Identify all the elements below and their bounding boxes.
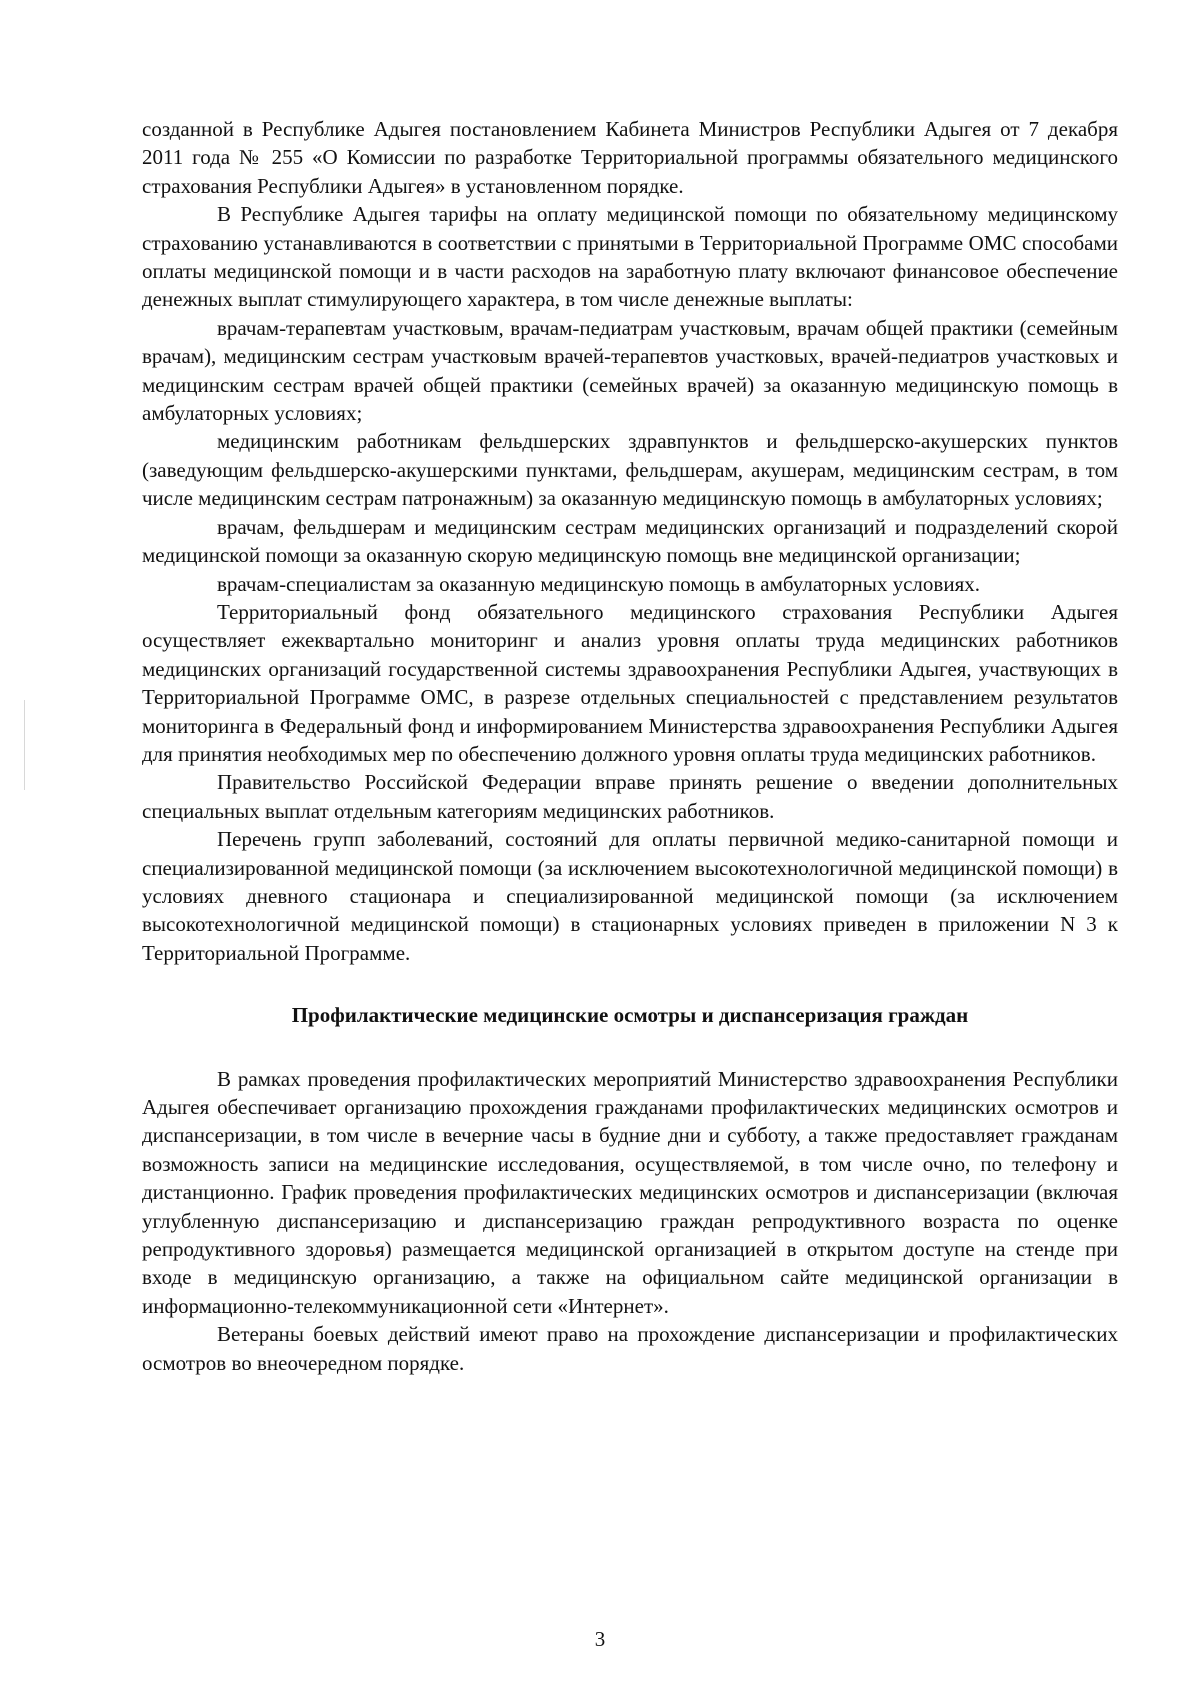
paragraph-therapists: врачам-терапевтам участковым, врачам-педиатрам участковым, врачам общей практики (семейным врачам), медицинским сестрам участковым врачей-терапевтов участковых, врачей-педиатров участковых и медицинским сестрам врачей общей практики (семейных врачей) за оказанную медицинскую помощь в амбулаторных условиях; (142, 315, 1118, 426)
page-number: 3 (594, 1627, 606, 1651)
paragraph-monitoring: Территориальный фонд обязательного медицинского страхования Республики Адыгея осуществляет ежеквартально мониторинг и анализ уровня оплаты труда медицинских работников медицинских организаций государственной системы здравоохранения Республики Адыгея, участвующих в Территориальной Программе ОМС, в разрезе отдельных специальностей с представлением результатов мониторинга в Федеральный фонд и информированием Министерства здравоохранения Республики Адыгея для принятия необходимых мер по обеспечению должного уровня оплаты труда медицинских работников. (142, 599, 1118, 766)
paragraph-disease-groups: Перечень групп заболеваний, состояний для оплаты первичной медико-санитарной помощи и специализированной медицинской помощи (за исключением высокотехнологичной медицинской помощи) в условиях дневного стационара и специализированной медицинской помощи (за исключением высокотехнологичной медицинской помощи) в стационарных условиях приведен в приложении N 3 к Территориальной Программе. (142, 827, 1118, 965)
paragraph-specialists: врачам-специалистам за оказанную медицинскую помощь в амбулаторных условиях. (217, 571, 980, 596)
section-title: Профилактические медицинские осмотры и диспансеризация граждан (291, 1003, 969, 1028)
paragraph-continuation: созданной в Республике Адыгея постановлением Кабинета Министров Республики Адыгея от 7 декабря 2011 года № 255 «О Комиссии по разработке Территориальной программы обязательного медицинского страхования Республики Адыгея» в установленном порядке. (142, 117, 1118, 198)
paragraph-ambulance: врачам, фельдшерам и медицинским сестрам медицинских организаций и подразделений скорой медицинской помощи за оказанную скорую медицинскую помощь вне медицинской организации; (142, 514, 1118, 568)
paragraph-tariffs: В Республике Адыгея тарифы на оплату медицинской помощи по обязательному медицинскому страхованию устанавливаются в соответствии с принятыми в Территориальной Программе ОМС способами оплаты медицинской помощи и в части расходов на заработную плату включают финансовое обеспечение денежных выплат стимулирующего характера, в том числе денежные выплаты: (142, 202, 1118, 312)
document-body (142, 115, 1118, 1377)
paragraph-preventive-exams: В рамках проведения профилактических мероприятий Министерство здравоохранения Республики Адыгея обеспечивает организацию прохождения гражданами профилактических медицинских осмотров и диспансеризации, в том числе в вечерние часы в будние дни и субботу, а также предоставляет гражданам возможность записи на медицинские исследования, осуществляемой, в том числе очно, по телефону и дистанционно. График проведения профилактических медицинских осмотров и диспансеризации (включая углубленную диспансеризацию и диспансеризацию граждан репродуктивного возраста по оценке репродуктивного здоровья) размещается медицинской организацией в открытом доступе на стенде при входе в медицинскую организацию, а также на официальном сайте медицинской организации в информационно-телекоммуникационной сети «Интернет». (142, 1066, 1118, 1318)
paragraph-veterans: Ветераны боевых действий имеют право на прохождение диспансеризации и профилактических осмотров во внеочередном порядке. (142, 1322, 1118, 1375)
paragraph-government: Правительство Российской Федерации вправе принять решение о введении дополнительных специальных выплат отдельным категориям медицинских работников. (142, 770, 1118, 823)
paragraph-feldsher-points: медицинским работникам фельдшерских здравпунктов и фельдшерско-акушерских пунктов (заведующим фельдшерско-акушерскими пунктами, фельдшерам, акушерам, медицинским сестрам, в том числе медицинским сестрам патронажным) за оказанную медицинскую помощь в амбулаторных условиях; (142, 429, 1118, 511)
scan-margin-artifact (24, 700, 25, 790)
